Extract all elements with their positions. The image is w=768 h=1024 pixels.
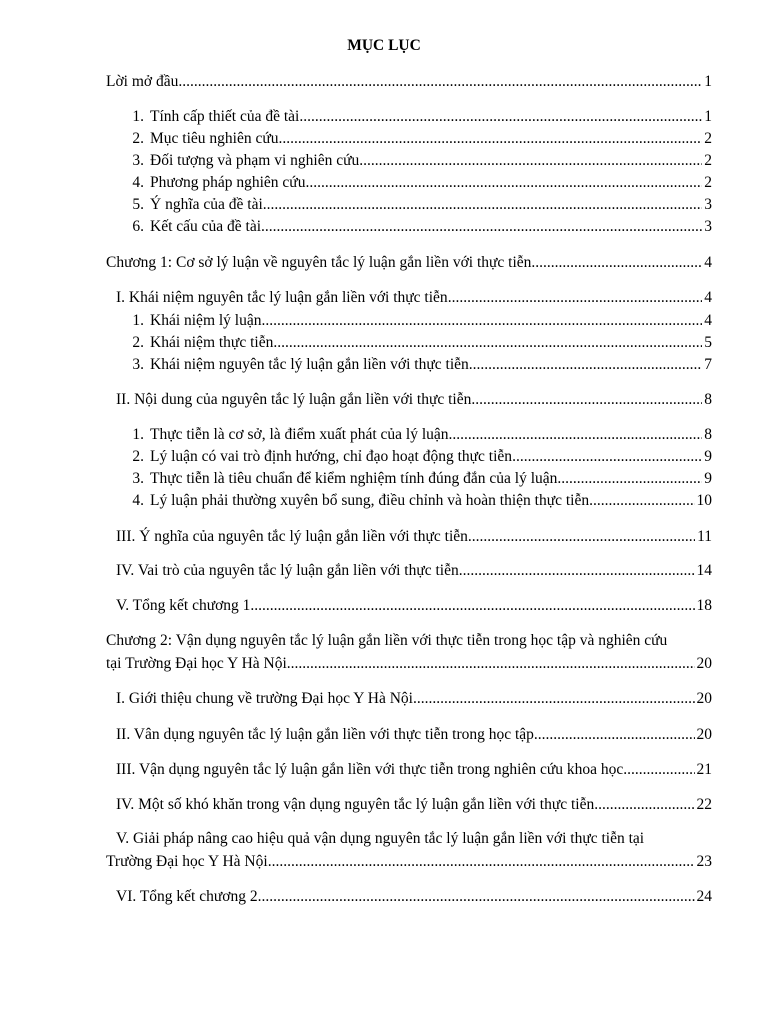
toc-entry-number: 2. [132,448,144,465]
toc-entry-number: 6. [132,218,144,235]
toc-page-number: 4 [704,289,712,306]
toc-page-number: 20 [696,690,712,707]
toc-entry-label: III. Ý nghĩa của nguyên tắc lý luận gắn liền với thực tiễn [116,528,468,545]
toc-entry-label: Trường Đại học Y Hà Nội [106,853,268,870]
toc-entry-chapter-1-I-2[interactable] [120,334,712,352]
toc-entry-label: Tính cấp thiết của đề tài [150,108,300,125]
toc-page-number: 20 [696,655,712,672]
toc-entry-label: III. Vận dụng nguyên tắc lý luận gắn liền với thực tiễn trong nghiên cứu khoa học [116,761,624,778]
dot-leader [268,853,695,871]
toc-entry-number: 5. [132,196,144,213]
dot-leader [531,254,702,272]
toc-page-number: 4 [704,254,712,271]
toc-entry-number: 2. [132,334,144,351]
dot-leader [258,888,695,906]
toc-entry-number: 4. [132,492,144,509]
toc-entry-chapter-1-section-II[interactable] [116,391,712,409]
page-title: MỤC LỤC [347,37,421,54]
toc-entry-intro-2[interactable] [120,130,712,148]
toc-entry-label: Lý luận phải thường xuyên bổ sung, điều chỉnh và hoàn thiện thực tiễn [150,492,590,509]
toc-entry-chapter-1-II-4[interactable] [120,492,712,510]
toc-entry-label: Khái niệm nguyên tắc lý luận gắn liền với thực tiễn [150,356,469,373]
toc-entry-chapter-1-I-3[interactable] [120,356,712,374]
toc-page-number: 23 [696,853,712,870]
toc-page-number: 8 [704,391,712,408]
dot-leader [359,152,702,170]
toc-page-number: 3 [704,218,712,235]
dot-leader [557,470,702,488]
toc-entry-line-2 [106,853,712,871]
toc-page-number: 1 [704,108,712,125]
toc-entry-intro-4[interactable] [120,174,712,192]
dot-leader [305,174,702,192]
dot-leader [287,655,695,673]
toc-page-number: 20 [696,726,712,743]
toc-entry-chapter-1[interactable] [106,254,712,272]
toc-entry-chapter-1-section-III[interactable] [116,528,712,546]
toc-entry-number: 1. [132,108,144,125]
toc-entry-line-2 [106,655,712,673]
toc-entry-label: Phương pháp nghiên cứu [150,174,306,191]
dot-leader [250,597,694,615]
toc-entry-intro-1[interactable] [120,108,712,126]
dot-leader [279,130,703,148]
dot-leader [469,356,702,374]
toc-entry-intro-6[interactable] [120,218,712,236]
toc-entry-chapter-2-section-I[interactable] [116,690,712,708]
toc-page-number: 7 [704,356,712,373]
toc-entry-label: Mục tiêu nghiên cứu [150,130,279,147]
dot-leader [262,312,703,330]
toc-entry-label-line-1: Chương 2: Vận dụng nguyên tắc lý luận gắn liền với thực tiễn trong học tập và nghiên cứu [106,632,668,649]
toc-page-number: 5 [704,334,712,351]
toc-entry-number: 4. [132,174,144,191]
toc-entry-number: 3. [132,356,144,373]
dot-leader [178,73,702,91]
toc-entry-label: Kết cấu của đề tài [150,218,262,235]
toc-entry-label: Chương 1: Cơ sở lý luận về nguyên tắc lý luận gắn liền với thực tiễn [106,254,532,271]
toc-entry-label: Khái niệm thực tiễn [150,334,274,351]
toc-entry-label: Đối tượng và phạm vi nghiên cứu [150,152,360,169]
toc-page-number: 10 [696,492,712,509]
toc-entry-chapter-2-section-III[interactable] [116,761,712,779]
toc-entry-number: 3. [132,470,144,487]
toc-page-number: 8 [704,426,712,443]
toc-page-number: 9 [704,448,712,465]
dot-leader [468,528,695,546]
dot-leader [594,796,694,814]
dot-leader [459,562,695,580]
dot-leader [471,391,702,409]
toc-entry-chapter-2-section-IV[interactable] [116,796,712,814]
toc-entry-chapter-2-section-II[interactable] [116,726,712,744]
toc-entry-label: VI. Tổng kết chương 2 [116,888,258,905]
toc-entry-label: Thực tiễn là cơ sở, là điểm xuất phát của lý luận [150,426,449,443]
toc-entry-number: 3. [132,152,144,169]
toc-entry-chapter-1-section-IV[interactable] [116,562,712,580]
toc-entry-label: IV. Vai trò của nguyên tắc lý luận gắn liền với thực tiễn [116,562,459,579]
toc-entry-chapter-1-I-1[interactable] [120,312,712,330]
dot-leader [299,108,702,126]
toc-entry-number: 1. [132,312,144,329]
toc-page-number: 22 [696,796,712,813]
toc-entry-label: V. Tổng kết chương 1 [116,597,251,614]
toc-page-number: 2 [704,130,712,147]
toc-page-number: 9 [704,470,712,487]
toc-entry-label: tại Trường Đại học Y Hà Nội [106,655,287,672]
toc-entry-chapter-1-II-2[interactable] [120,448,712,466]
toc-entry-label: II. Nội dung của nguyên tắc lý luận gắn liền với thực tiễn [116,391,472,408]
dot-leader [413,690,695,708]
toc-entry-label: II. Vân dụng nguyên tắc lý luận gắn liền với thực tiễn trong học tập [116,726,534,743]
toc-entry-chapter-1-II-3[interactable] [120,470,712,488]
toc-entry-chapter-2-section-VI[interactable] [116,888,712,906]
toc-page-number: 11 [697,528,712,545]
toc-page-number: 1 [704,73,712,90]
dot-leader [449,426,703,444]
toc-entry-intro-5[interactable] [120,196,712,214]
toc-page-number: 18 [696,597,712,614]
toc-page-number: 4 [704,312,712,329]
toc-entry-label: Lý luận có vai trò định hướng, chỉ đạo hoạt động thực tiễn [150,448,513,465]
toc-entry-chapter-1-section-V[interactable] [116,597,712,615]
dot-leader [263,196,702,214]
dot-leader [512,448,702,466]
toc-entry-label: IV. Một số khó khăn trong vận dụng nguyên tắc lý luận gắn liền với thực tiễn [116,796,595,813]
dot-leader [261,218,702,236]
toc-entry-number: 1. [132,426,144,443]
toc-page-number: 2 [704,152,712,169]
toc-entry-number: 2. [132,130,144,147]
toc-entry-intro-3[interactable] [120,152,712,170]
toc-entry-label: I. Khái niệm nguyên tắc lý luận gắn liền với thực tiễn [116,289,448,306]
toc-entry-label: Lời mở đầu [106,73,179,90]
toc-entry-label: I. Giới thiệu chung về trường Đại học Y Hà Nội [116,690,413,707]
dot-leader [448,289,703,307]
toc-page-number: 14 [696,562,712,579]
toc-page-number: 24 [696,888,712,905]
dot-leader [589,492,694,510]
dot-leader [273,334,702,352]
toc-entry-label: Ý nghĩa của đề tài [150,196,263,213]
dot-leader [534,726,695,744]
toc-page-number: 2 [704,174,712,191]
toc-entry-label: Thực tiễn là tiêu chuẩn để kiểm nghiệm tính đúng đắn của lý luận [150,470,558,487]
toc-entry-label: Khái niệm lý luận [150,312,262,329]
toc-entry-intro[interactable] [106,73,712,91]
toc-entry-chapter-1-section-I[interactable] [116,289,712,307]
toc-entry-chapter-1-II-1[interactable] [120,426,712,444]
dot-leader [623,761,694,779]
toc-page-number: 3 [704,196,712,213]
toc-page-number: 21 [696,761,712,778]
toc-entry-label-line-1: V. Giải pháp nâng cao hiệu quả vận dụng nguyên tắc lý luận gắn liền với thực tiễn tại [116,830,645,847]
